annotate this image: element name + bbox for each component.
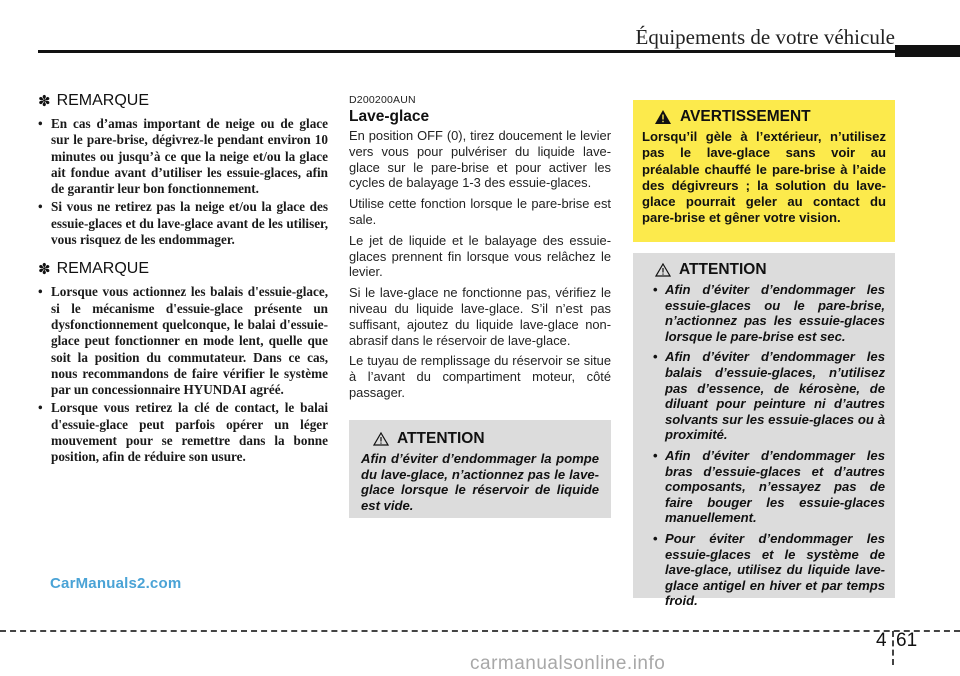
warning-triangle-icon xyxy=(373,432,389,446)
section-code: D200200AUN xyxy=(349,94,416,106)
remarque-item: • Lorsque vous retirez la clé de contact, le balai d'essuie-glace peut parfois opérer un léger mouvement pour se remettre dans la bonne position, afin de réduire son usure. xyxy=(38,400,328,465)
remarque-list xyxy=(38,284,328,465)
footer-rule xyxy=(0,630,960,632)
attention-item: • Afin d’éviter d’endommager les essuie-glaces ou le pare-brise, n’actionnez pas les essuie-glaces lorsque le pare-brise est sec. xyxy=(653,282,885,344)
remarque-block-2 xyxy=(38,260,328,465)
remarques-column xyxy=(38,92,328,468)
warning-triangle-filled-icon xyxy=(654,109,672,125)
footer-divider xyxy=(892,631,894,665)
remarque-list xyxy=(38,116,328,248)
avertissement-box xyxy=(633,100,895,242)
star-bullet-icon: ✽ xyxy=(38,261,51,279)
lave-glace-section xyxy=(349,94,611,406)
chapter-number: 4 xyxy=(876,630,887,651)
paragraph: Le tuyau de remplissage du réservoir se situe à l’avant du compartiment moteur, côté passager. xyxy=(349,353,611,400)
remarque-title: REMARQUE xyxy=(56,260,150,278)
attention-item: • Afin d’éviter d’endommager les balais d’essuie-glaces, n’utilisez pas d’essence, de kérosène, de diluant pour peinture ni d’autres solvants sur les essuie-glaces ou à proximité. xyxy=(653,349,885,443)
remarque-item: • Si vous ne retirez pas la neige et/ou la glace des essuie-glaces et du lave-glace avant de les utiliser, vous risquez de les endommager. xyxy=(38,199,328,248)
header-rule xyxy=(38,50,895,53)
footer-brand-link[interactable]: carmanualsonline.info xyxy=(470,653,666,674)
attention-item: • Afin d’éviter d’endommager les bras d’essuie-glaces et d’autres composants, n’essayez pas de faire bouger les essuie-glaces manuellement. xyxy=(653,447,885,526)
header-tab xyxy=(895,45,960,57)
paragraph: En position OFF (0), tirez doucement le levier vers vous pour pulvériser du liquide lave-glace sur le pare-brise et pour activer les cycles de balayage 1-3 des essuie-glaces. xyxy=(349,128,611,191)
attention-body: Afin d’éviter d’endommager la pompe du lave-glace, n’actionnez pas le lave-glace lorsque le réservoir de liquide est vide. xyxy=(361,451,599,513)
section-title: Lave-glace xyxy=(349,108,430,125)
avertissement-body: Lorsqu’il gèle à l’extérieur, n’utilisez pas le lave-glace sans voir au préalable chauffé le pare-brise à l’aide des dégivreurs ; la solution du lave-glace pourrait geler au contact du pare-brise et gêner votre vision. xyxy=(642,129,886,226)
avertissement-title: AVERTISSEMENT xyxy=(680,108,811,125)
attention-item: • Pour éviter d’endommager les essuie-glaces et le système de lave-glace, utilisez du liquide lave-glace antigel en hiver et par temps froid. xyxy=(653,530,885,609)
paragraph: Utilise cette fonction lorsque le pare-brise est sale. xyxy=(349,196,611,227)
attention-title: ATTENTION xyxy=(397,430,485,447)
paragraph: Si le lave-glace ne fonctionne pas, vérifiez le niveau du liquide lave-glace. S’il n’est pas suffisant, ajoutez du liquide lave-glace non-abrasif dans le réservoir de lave-glace. xyxy=(349,285,611,348)
attention-title: ATTENTION xyxy=(679,261,767,278)
remarque-item: • En cas d’amas important de neige ou de glace sur le pare-brise, dégivrez-le pendant environ 10 minutes ou jusqu’à ce que la neige et/ou la glace ait fondue avant d’utiliser les essuie-glaces, afin de garantir leur bon fonctionnement. xyxy=(38,116,328,197)
attention-box-wipers xyxy=(633,253,895,609)
watermark-link[interactable]: CarManuals2.com xyxy=(50,575,182,592)
remarque-item: • Lorsque vous actionnez les balais d'essuie-glace, si le mécanisme d'essuie-glace présente un dysfonctionnement quelconque, le balai d'essuie-glace peut fonctionner en mode lent, quelle que soit la position du commutateur. Dans ce cas, nous recommandons de faire vérifier le système par un concessionnaire HYUNDAI agréé. xyxy=(38,284,328,398)
remarque-title: REMARQUE xyxy=(56,92,150,109)
remarque-block-1 xyxy=(38,92,328,248)
paragraph: Le jet de liquide et le balayage des essuie-glaces prennent fin lorsque vous relâchez le levier. xyxy=(349,232,611,280)
star-bullet-icon: ✽ xyxy=(38,93,51,110)
attention-list xyxy=(643,282,885,609)
page-header-title: Équipements de votre véhicule xyxy=(635,25,895,49)
page-number: 61 xyxy=(896,630,918,651)
warning-triangle-icon xyxy=(655,263,671,277)
attention-box-pump xyxy=(349,420,611,518)
